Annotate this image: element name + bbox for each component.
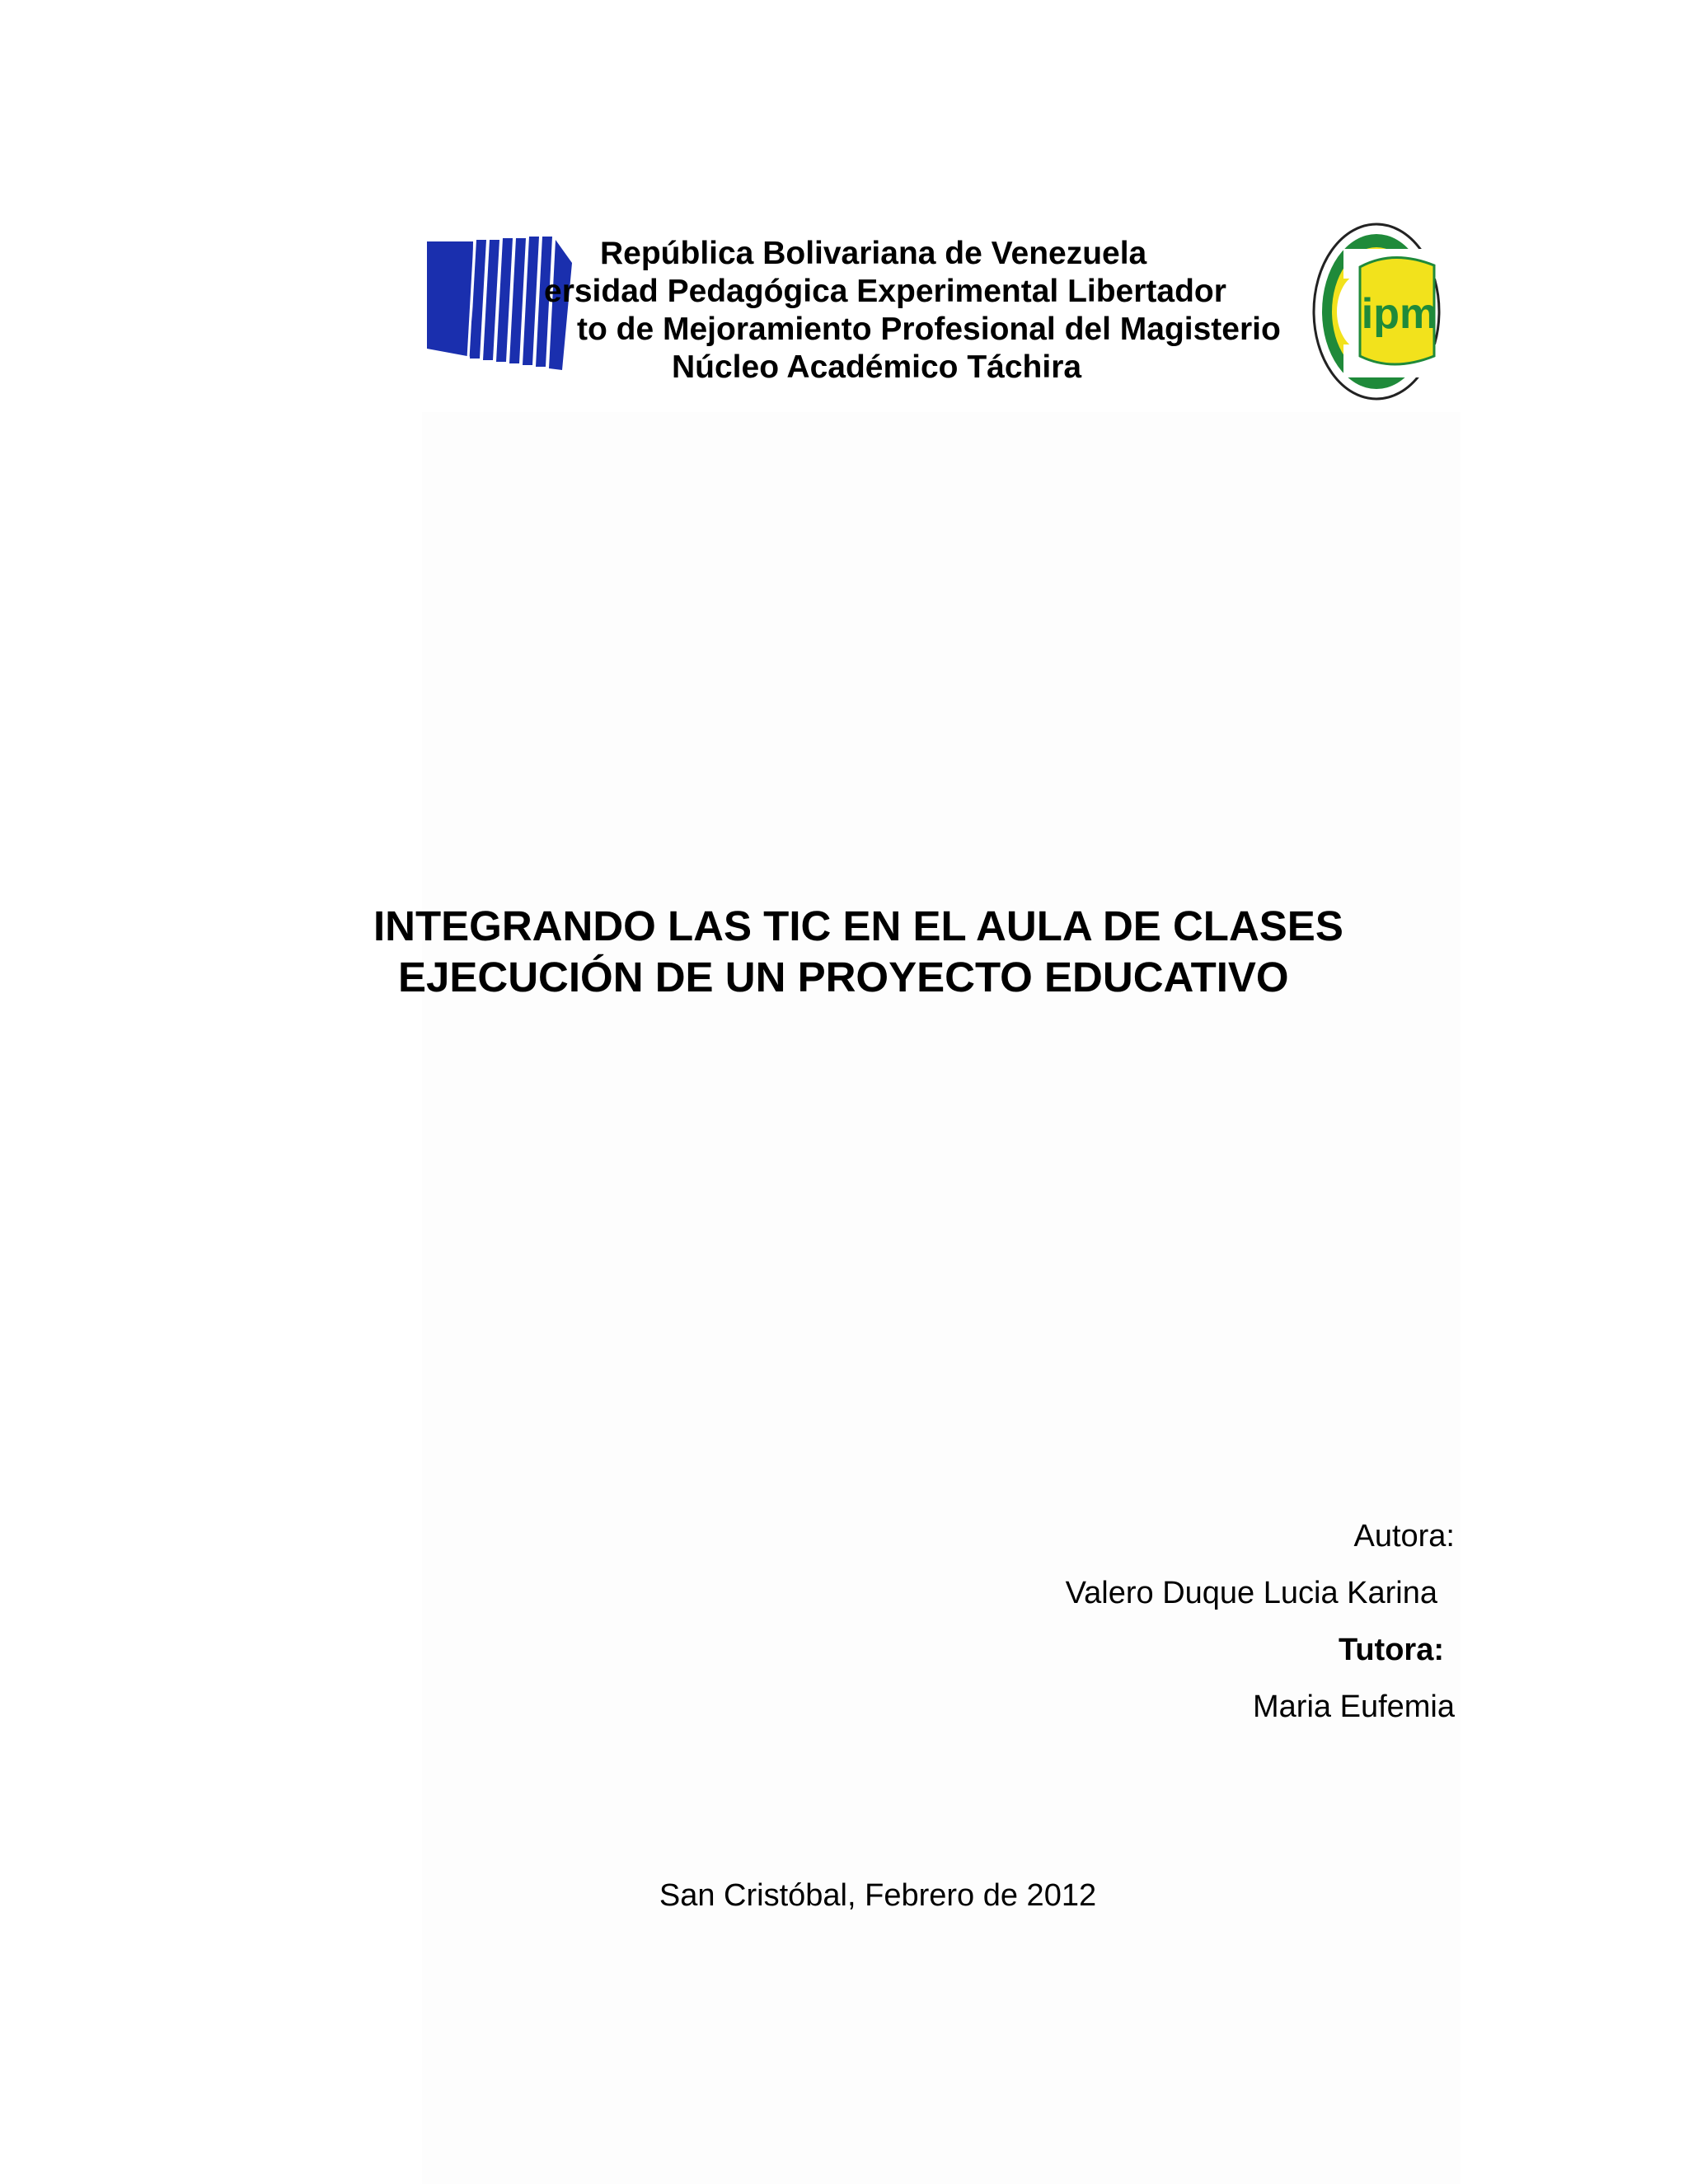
place-date: San Cristóbal, Febrero de 2012 bbox=[659, 1878, 1097, 1913]
author-label: Autora: bbox=[1353, 1519, 1455, 1554]
ipm-logo-text: ipm bbox=[1361, 290, 1438, 338]
page-shade bbox=[422, 412, 1461, 2184]
document-title-line2: EJECUCIÓN DE UN PROYECTO EDUCATIVO bbox=[398, 954, 1289, 1001]
header-line-nucleus: Núcleo Académico Táchira bbox=[672, 349, 1082, 385]
tutor-name: Maria Eufemia bbox=[1253, 1690, 1455, 1724]
tutor-label: Tutora: bbox=[1338, 1633, 1444, 1667]
ipm-logo bbox=[1311, 216, 1447, 404]
author-name: Valero Duque Lucia Karina bbox=[1065, 1576, 1437, 1610]
header-line-institute: to de Mejoramiento Profesional del Magisterio bbox=[577, 312, 1281, 347]
header-line-republic: República Bolivariana de Venezuela bbox=[600, 236, 1147, 271]
header-line-university: ersidad Pedagógica Experimental Libertador bbox=[544, 274, 1226, 309]
document-title-line1: INTEGRANDO LAS TIC EN EL AULA DE CLASES bbox=[373, 902, 1343, 949]
